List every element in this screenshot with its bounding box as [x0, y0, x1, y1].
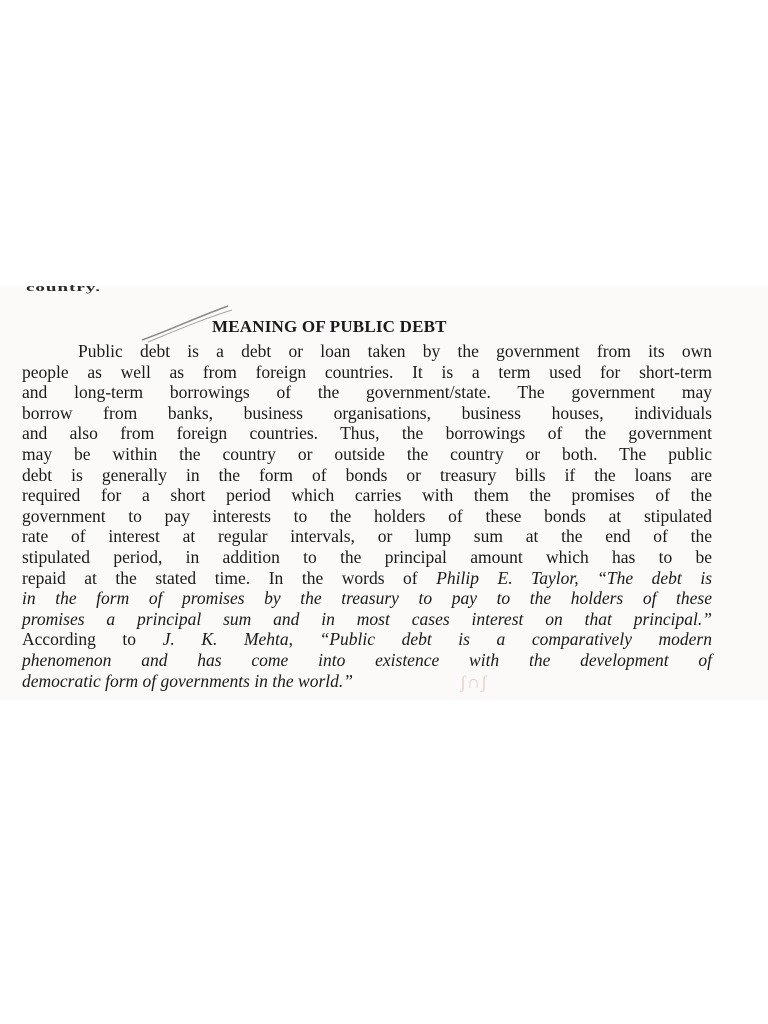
paragraph-line — [22, 362, 712, 383]
paragraph-line — [22, 671, 712, 692]
text-run: stipulated period, in addition to the principal amount which has to be — [22, 546, 712, 567]
paragraph-line — [22, 341, 712, 362]
paragraph-line — [22, 629, 712, 650]
paragraph-line — [22, 423, 712, 444]
text-run: repaid at the stated time. In the words of — [22, 567, 437, 588]
paragraph-public-debt — [22, 341, 712, 691]
text-run: may be within the country or outside the country or both. The public — [22, 443, 712, 464]
quoted-text-run: democratic form of governments in the world.” — [22, 670, 354, 691]
paragraph-line — [22, 465, 712, 486]
quoted-text-run: Philip E. Taylor, “The debt is — [436, 567, 712, 588]
quoted-text-run: promises a principal sum and in most cases interest on that principal.” — [22, 608, 712, 629]
text-run: Public debt is a debt or loan taken by the government from its own — [78, 341, 712, 361]
paragraph-line — [22, 403, 712, 424]
paragraph-line — [22, 588, 712, 609]
text-run: required for a short period which carries with them the promises of the — [22, 485, 712, 506]
paragraph-line — [22, 609, 712, 630]
bleed-through-mark: ʃ∩ʃ — [460, 672, 488, 692]
text-run: and also from foreign countries. Thus, the borrowings of the government — [22, 423, 712, 444]
paragraph-line — [22, 506, 712, 527]
paragraph-line — [22, 526, 712, 547]
text-run: rate of interest at regular intervals, or lump sum at the end of the — [22, 526, 712, 547]
text-run: government to pay interests to the holders of these bonds at stipulated — [22, 505, 712, 526]
text-run: people as well as from foreign countries. It is a term used for short-term — [22, 361, 712, 382]
text-run: and long-term borrowings of the government/state. The government may — [22, 382, 712, 403]
text-run: borrow from banks, business organisations, business houses, individuals — [22, 402, 712, 423]
text-run: According to — [22, 629, 163, 650]
quoted-text-run: J. K. Mehta, “Public debt is a comparatively modern — [162, 629, 712, 650]
paragraph-line — [22, 650, 712, 671]
text-run: debt is generally in the form of bonds or treasury bills if the loans are — [22, 464, 712, 485]
paragraph-line — [22, 444, 712, 465]
quoted-text-run: phenomenon and has come into existence with the development of — [22, 649, 712, 670]
section-heading: MEANING OF PUBLIC DEBT — [212, 317, 447, 336]
cut-off-previous-line: country. — [26, 282, 102, 294]
quoted-text-run: in the form of promises by the treasury to pay to the holders of these — [22, 588, 712, 609]
paragraph-line — [22, 485, 712, 506]
paragraph-line — [22, 547, 712, 568]
paragraph-line — [22, 382, 712, 403]
paragraph-line — [22, 568, 712, 589]
